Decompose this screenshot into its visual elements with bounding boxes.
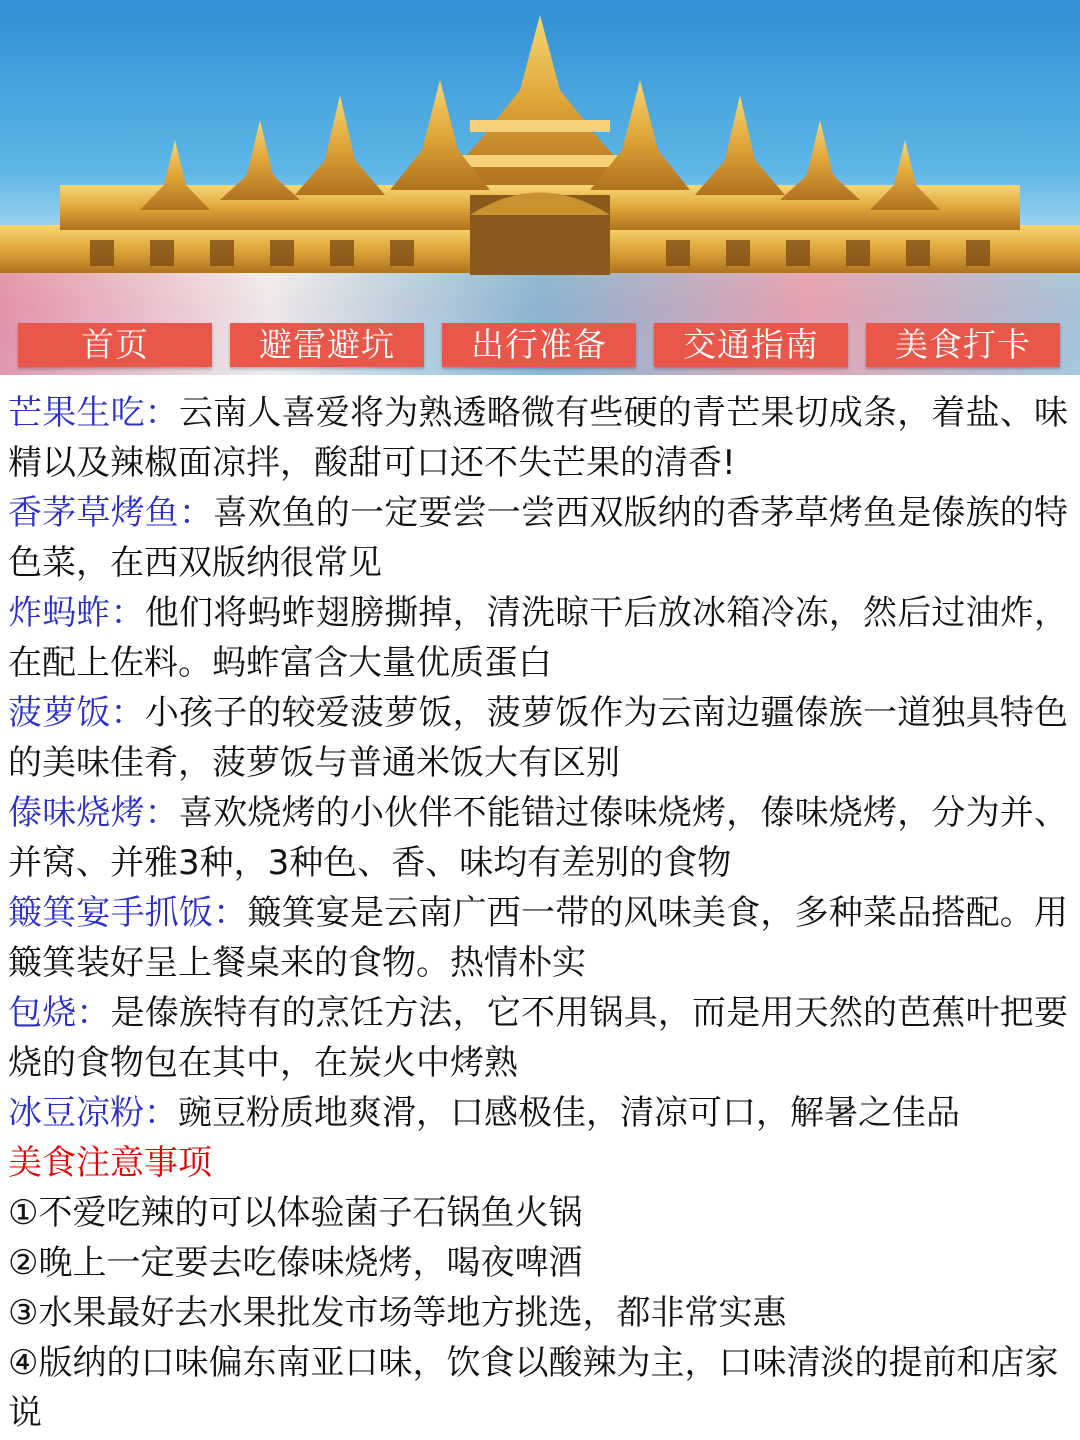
food-desc: 云南人喜爱将为熟透略微有些硬的青芒果切成条，着盐、味精以及辣椒面凉拌，酸甜可口还不失芒果的清香! <box>8 393 1068 483</box>
food-item-pineapple-rice <box>8 688 1068 788</box>
nav-home-button[interactable]: 首页 <box>18 323 212 367</box>
food-name: 簸箕宴手抓饭： <box>8 893 248 933</box>
food-item-mango <box>8 388 1068 488</box>
food-name: 冰豆凉粉： <box>8 1093 178 1133</box>
top-nav <box>0 323 1080 369</box>
food-item-baoshao <box>8 988 1068 1088</box>
food-name: 包烧： <box>8 993 111 1033</box>
food-desc: 喜欢烧烤的小伙伴不能错过傣味烧烤，傣味烧烤，分为并、并窝、并雅3种，3种色、香、味均有差别的食物 <box>8 793 1068 883</box>
note-item: ④版纳的口味偏东南亚口味，饮食以酸辣为主，口味清淡的提前和店家说 <box>8 1343 1059 1433</box>
food-name: 菠萝饭： <box>8 693 145 733</box>
food-name: 傣味烧烤： <box>8 793 179 833</box>
nav-pitfalls-button[interactable]: 避雷避坑 <box>230 323 424 367</box>
food-desc: 他们将蚂蚱翅膀撕掉，清洗晾干后放冰箱冷冻，然后过油炸，在配上佐料。蚂蚱富含大量优质蛋白 <box>8 593 1069 683</box>
food-name: 芒果生吃： <box>8 393 179 433</box>
note-item: ①不爱吃辣的可以体验菌子石锅鱼火锅 <box>8 1193 583 1233</box>
food-desc: 豌豆粉质地爽滑，口感极佳，清凉可口，解暑之佳品 <box>178 1093 960 1133</box>
nav-preparation-button[interactable]: 出行准备 <box>442 323 636 367</box>
nav-food-button[interactable]: 美食打卡 <box>866 323 1060 367</box>
food-article <box>8 388 1068 1438</box>
food-item-grilled-fish <box>8 488 1068 588</box>
notes-title: 美食注意事项 <box>8 1143 212 1183</box>
food-name: 香茅草烤鱼： <box>8 493 214 533</box>
note-item: ②晚上一定要去吃傣味烧烤，喝夜啤酒 <box>8 1243 583 1283</box>
food-item-basket-feast <box>8 888 1068 988</box>
note-item: ③水果最好去水果批发市场等地方挑选，都非常实惠 <box>8 1293 787 1333</box>
food-item-pea-jelly <box>8 1088 1068 1138</box>
food-desc: 是傣族特有的烹饪方法，它不用锅具，而是用天然的芭蕉叶把要烧的食物包在其中，在炭火中烤熟 <box>8 993 1069 1083</box>
food-desc: 簸箕宴是云南广西一带的风味美食，多种菜品搭配。用簸箕装好呈上餐桌来的食物。热情朴实 <box>8 893 1069 983</box>
food-desc: 喜欢鱼的一定要尝一尝西双版纳的香茅草烤鱼是傣族的特色菜，在西双版纳很常见 <box>8 493 1069 583</box>
golden-pagoda-illustration <box>0 0 1080 375</box>
food-item-fried-locust <box>8 588 1068 688</box>
nav-transport-button[interactable]: 交通指南 <box>654 323 848 367</box>
food-desc: 小孩子的较爱菠萝饭，菠萝饭作为云南边疆傣族一道独具特色的美味佳肴，菠萝饭与普通米饭大有区别 <box>8 693 1069 783</box>
food-name: 炸蚂蚱： <box>8 593 145 633</box>
food-item-dai-bbq <box>8 788 1068 888</box>
hero-image <box>0 0 1080 375</box>
